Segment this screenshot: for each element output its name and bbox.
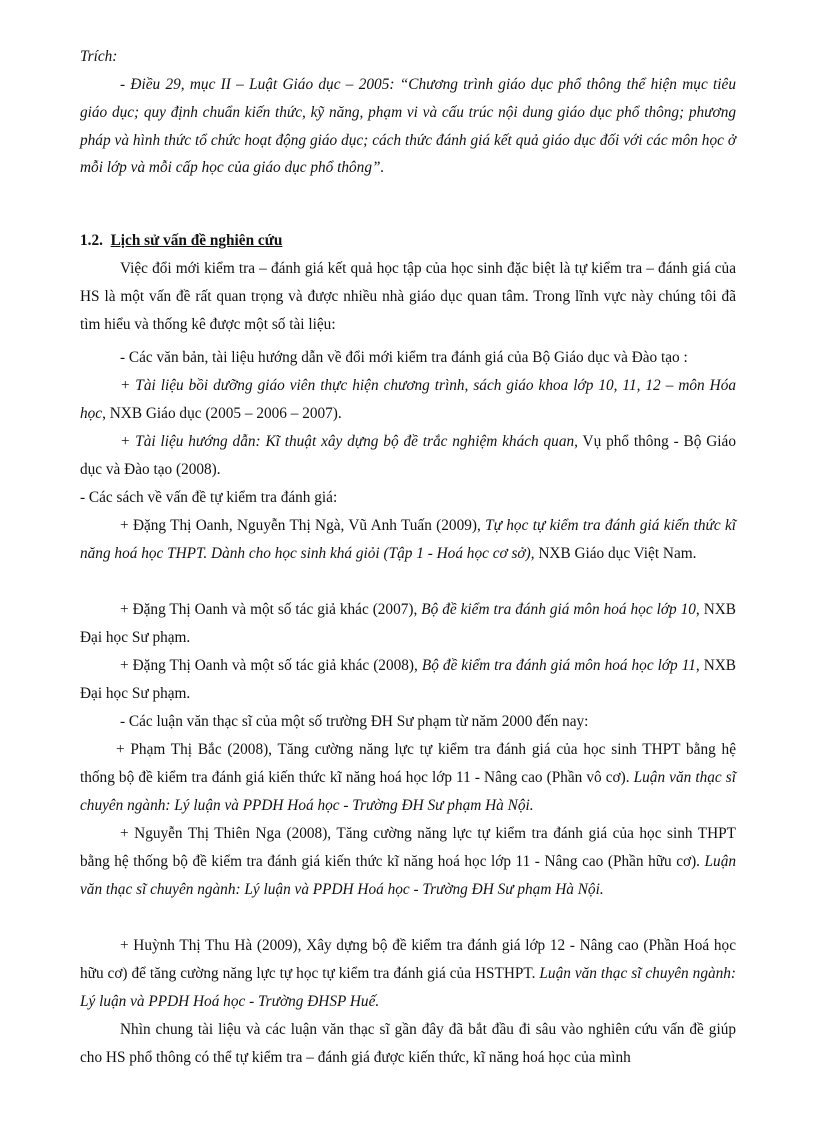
section-intro: Việc đổi mới kiểm tra – đánh giá kết quả học tập của học sinh đặc biệt là tự kiểm tra – đánh giá của HS là một vấn đề rất quan trọng và được nhiều nhà giáo dục quan tâm. Trong lĩnh vực này chúng tôi đã tìm hiểu và thống kê được một số tài liệu: xyxy=(80,260,736,333)
group3-thesis-1: + Phạm Thị Bắc (2008), Tăng cường năng lực tự kiểm tra đánh giá của học sinh THPT bằng hệ thống bộ đề kiểm tra đánh giá kiến thức kĩ năng hoá học lớp 11 - Nâng cao (Phần vô cơ). Luận văn thạc sĩ chuyên ngành: Lý luận và PPDH Hoá học - Trường ĐH Sư phạm Hà Nội. xyxy=(80,741,736,814)
group2-book-2: + Đặng Thị Oanh và một số tác giả khác (2007), Bộ đề kiểm tra đánh giá môn hoá học lớp 10, NXB Đại học Sư phạm. xyxy=(80,601,736,646)
section-heading xyxy=(80,227,736,255)
group2-book-3: + Đặng Thị Oanh và một số tác giả khác (2008), Bộ đề kiểm tra đánh giá môn hoá học lớp 11, NXB Đại học Sư phạm. xyxy=(80,657,737,702)
law-quote: - Điều 29, mục II – Luật Giáo dục – 2005: “Chương trình giáo dục phổ thông thể hiện mục tiêu giáo dục; quy định chuẩn kiến thức, kỹ năng, phạm vi và cấu trúc nội dung giáo dục phổ thông; phương pháp và hình thức tổ chức hoạt động giáo dục; cách thức đánh giá kết quả giáo dục đối với các môn học ở mỗi lớp và mỗi cấp học của giáo dục phổ thông”. xyxy=(80,76,736,177)
group2-heading: - Các sách về vấn đề tự kiểm tra đánh giá: xyxy=(80,489,338,506)
group3-thesis-2: + Nguyễn Thị Thiên Nga (2008), Tăng cường năng lực tự kiểm tra đánh giá của học sinh THPT bằng hệ thống bộ đề kiểm tra đánh giá kiến thức kĩ năng hoá học lớp 11 - Nâng cao (Phần hữu cơ). Luận văn thạc sĩ chuyên ngành: Lý luận và PPDH Hoá học - Trường ĐH Sư phạm Hà Nội. xyxy=(80,825,736,898)
group2-book-1: + Đặng Thị Oanh, Nguyễn Thị Ngà, Vũ Anh Tuấn (2009), Tự học tự kiểm tra đánh giá kiến thức kĩ năng hoá học THPT. Dành cho học sinh khá giỏi (Tập 1 - Hoá học cơ sở), NXB Giáo dục Việt Nam. xyxy=(80,517,736,562)
group1-heading: - Các văn bản, tài liệu hướng dẫn về đổi mới kiểm tra đánh giá của Bộ Giáo dục và Đào tạo : xyxy=(120,349,688,366)
group3-thesis-3: + Huỳnh Thị Thu Hà (2009), Xây dựng bộ đề kiểm tra đánh giá lớp 12 - Nâng cao (Phần Hoá học hữu cơ) để tăng cường năng lực tự học tự kiểm tra đánh giá của HSTHPT. Luận văn thạc sĩ chuyên ngành: Lý luận và PPDH Hoá học - Trường ĐHSP Huế. xyxy=(80,937,737,1010)
section-title: Lịch sử vấn đề nghiên cứu xyxy=(110,232,283,249)
conclusion-paragraph: Nhìn chung tài liệu và các luận văn thạc sĩ gần đây đã bắt đầu đi sâu vào nghiên cứu vấn đề giúp cho HS phổ thông có thể tự kiểm tra – đánh giá được kiến thức, kĩ năng hoá học của mình xyxy=(80,1021,736,1066)
group1-item-1: + Tài liệu bồi dưỡng giáo viên thực hiện chương trình, sách giáo khoa lớp 10, 11, 12 – môn Hóa học, NXB Giáo dục (2005 – 2006 – 2007). xyxy=(80,377,736,422)
excerpt-label: Trích: xyxy=(80,48,118,65)
section-number: 1.2. xyxy=(80,232,103,249)
group3-heading: - Các luận văn thạc sĩ của một số trường ĐH Sư phạm từ năm 2000 đến nay: xyxy=(120,713,589,730)
group1-item-2: + Tài liệu hướng dẫn: Kĩ thuật xây dựng bộ đề trắc nghiệm khách quan, Vụ phổ thông - Bộ Giáo dục và Đào tạo (2008). xyxy=(80,433,736,478)
